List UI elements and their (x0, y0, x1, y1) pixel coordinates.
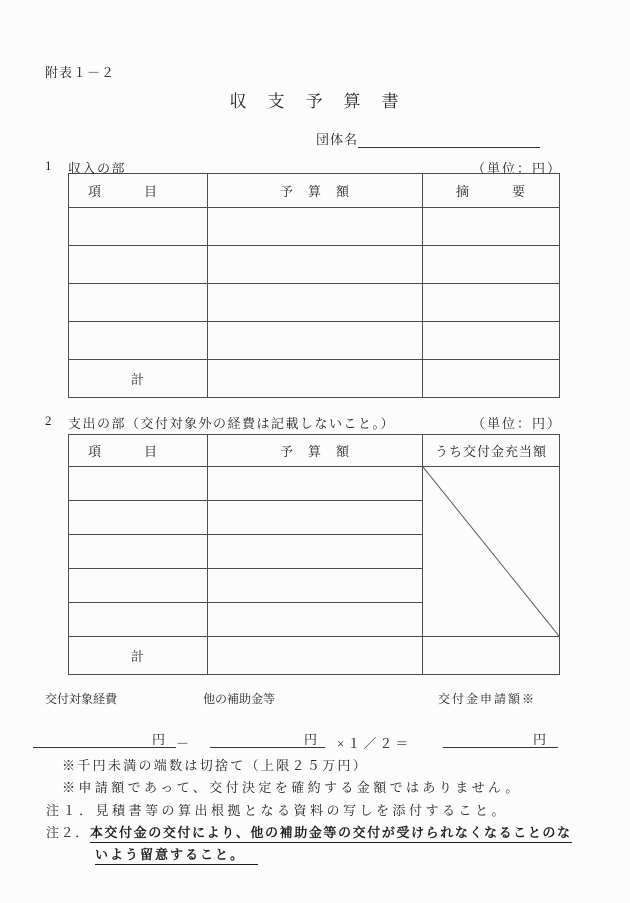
empty-cell (69, 501, 208, 535)
income-section-title: 収入の部 (68, 161, 127, 176)
income-table-row (69, 246, 560, 284)
empty-cell (208, 208, 423, 246)
expense-col-grant-header: うち交付金充当額 (423, 435, 560, 467)
expense-table-header-row (69, 435, 560, 467)
income-table (68, 173, 560, 398)
note-2-line2 (95, 844, 258, 863)
empty-cell (69, 208, 208, 246)
note-2-line1 (46, 822, 572, 841)
empty-cell (69, 284, 208, 322)
yen-label: 円 (151, 732, 165, 747)
income-total-label: 計 (69, 360, 208, 398)
half-formula-label: ×１／２＝ (337, 736, 412, 751)
eligible-expense-blank (33, 731, 176, 748)
income-col-item-header: 項 目 (69, 174, 208, 208)
expense-section-heading (45, 413, 562, 431)
expense-section-title: 支出の部（交付対象外の経費は記載しないこと。） (68, 416, 396, 431)
yen-label: 円 (303, 732, 317, 747)
other-subsidy-label: 他の補助金等 (203, 692, 276, 706)
empty-cell (208, 501, 423, 535)
income-total-row (69, 360, 560, 398)
application-amount-label: 交付金申請額※ (438, 692, 537, 706)
expense-col-item-header: 項 目 (69, 435, 208, 467)
expense-table (68, 434, 560, 675)
income-table-header-row (69, 174, 560, 208)
diagonal-strike-line (423, 467, 559, 636)
income-total-remarks-cell (423, 360, 560, 398)
appendix-label: 附表１－２ (45, 65, 116, 80)
empty-cell (208, 569, 423, 603)
empty-cell (423, 246, 560, 284)
empty-cell (208, 535, 423, 569)
empty-cell (423, 322, 560, 360)
income-unit-label: （単位：円） (471, 161, 562, 176)
expense-total-budget-cell (208, 637, 423, 675)
income-col-remarks-header: 摘 要 (423, 174, 560, 208)
empty-cell (208, 603, 423, 637)
expense-unit-label: （単位：円） (471, 416, 562, 431)
income-table-row (69, 208, 560, 246)
note-2-prefix: 注２． (46, 825, 90, 840)
expense-total-label: 計 (69, 637, 208, 675)
note-disclaimer: ※申請額であって、交付決定を確約する金額ではありません。 (62, 780, 522, 795)
grant-allocation-struck-cell (423, 467, 560, 637)
minus-sign: － (176, 736, 190, 751)
eligible-expense-label: 交付対象経費 (45, 692, 118, 706)
note-2-emphasized-text: 本交付金の交付により、他の補助金等の交付が受けられなくなることのな (90, 825, 572, 843)
note-rounding: ※千円未満の端数は切捨て（上限２５万円） (62, 758, 369, 773)
expense-section-number: 2 (45, 413, 52, 428)
empty-cell (69, 246, 208, 284)
empty-cell (69, 603, 208, 637)
org-name-label: 団体名 (316, 132, 359, 147)
empty-cell (208, 467, 423, 501)
yen-label: 円 (532, 732, 546, 747)
org-name-blank (358, 131, 540, 148)
empty-cell (208, 322, 423, 360)
income-total-budget-cell (208, 360, 423, 398)
note-2-emphasized-text: いよう留意すること。 (95, 847, 258, 865)
other-subsidy-blank (210, 731, 325, 748)
expense-table-row (69, 467, 560, 501)
org-name-row (316, 131, 540, 148)
income-section-number: 1 (45, 158, 52, 173)
empty-cell (69, 535, 208, 569)
expense-col-budget-header: 予 算 額 (208, 435, 423, 467)
empty-cell (69, 467, 208, 501)
expense-total-grant-cell (423, 637, 560, 675)
empty-cell (69, 569, 208, 603)
application-amount-blank (443, 731, 558, 748)
income-col-budget-header: 予 算 額 (208, 174, 423, 208)
empty-cell (208, 284, 423, 322)
page-title: 収 支 予 算 書 (229, 92, 401, 111)
empty-cell (208, 246, 423, 284)
expense-total-row (69, 637, 560, 675)
empty-cell (423, 208, 560, 246)
note-1: 注１．見積書等の算出根拠となる資料の写しを添付すること。 (46, 803, 509, 818)
income-section-heading (45, 158, 562, 176)
empty-cell (69, 322, 208, 360)
income-table-row (69, 322, 560, 360)
income-table-row (69, 284, 560, 322)
empty-cell (423, 284, 560, 322)
